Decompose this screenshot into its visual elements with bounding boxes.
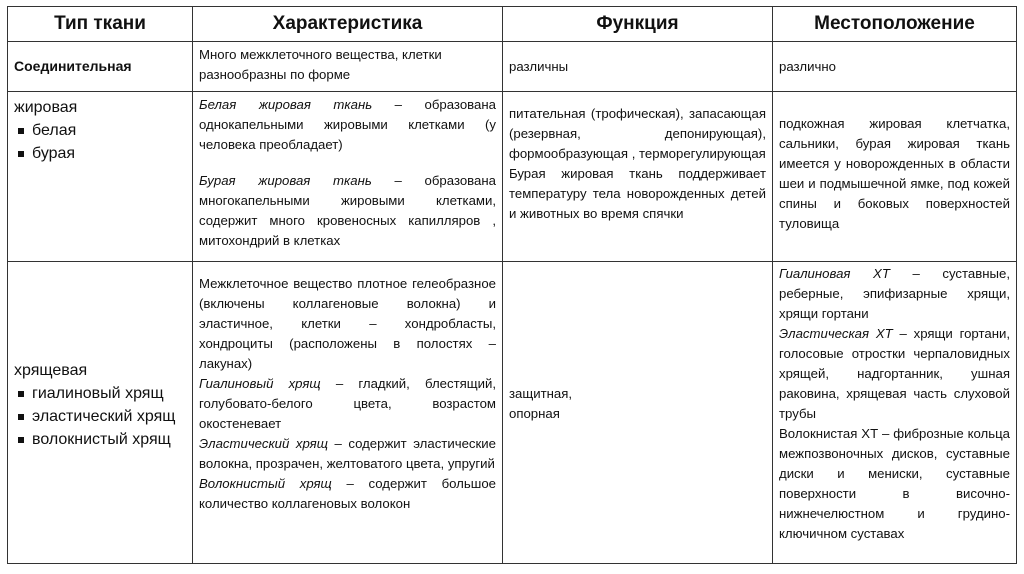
header-location: Местоположение <box>773 7 1017 42</box>
header-characteristic: Характеристика <box>193 7 503 42</box>
cartilage-type: хрящевая <box>14 361 88 379</box>
brown-fat-title: Бурая жировая ткань <box>199 173 372 188</box>
cartilage-characteristic-cell <box>193 262 503 564</box>
header-function: Функция <box>503 7 773 42</box>
cartilage-function-1: защитная, <box>509 386 573 401</box>
cartilage-type-cell <box>8 262 193 564</box>
adipose-type-cell <box>8 92 193 262</box>
adipose-location-cell <box>773 92 1017 262</box>
loc-elastic: Эластическая ХТ – хрящи гортани, голосовые отростки черпаловидных хрящей, надгортанник, ушная раковина, хрящевая часть слуховой трубы <box>779 326 1011 421</box>
adipose-characteristic-cell <box>193 92 503 262</box>
connective-location-cell <box>773 42 1017 92</box>
header-type: Тип ткани <box>8 7 193 42</box>
adipose-function-brown: Бурая жировая ткань поддерживает температуру тела новорожденных детей и животных во время спячки <box>509 166 766 221</box>
list-item: бурая <box>14 142 192 165</box>
cartilage-function-2: опорная <box>509 406 560 421</box>
connective-characteristic: Много межклеточного вещества, клетки разнообразны по форме <box>199 47 442 82</box>
cartilage-location-cell <box>773 262 1017 564</box>
fibrous-title: Волокнистый хрящ <box>199 476 332 491</box>
connective-function: различны <box>509 59 569 74</box>
table-row-cartilage <box>8 262 1017 564</box>
connective-type-cell <box>8 42 193 92</box>
adipose-function-cell <box>503 92 773 262</box>
white-fat-title: Белая жировая ткань <box>199 97 373 112</box>
hyaline-title: Гиалиновый хрящ <box>199 376 321 391</box>
list-item: белая <box>14 119 192 142</box>
connective-location: различно <box>779 59 836 74</box>
connective-characteristic-cell <box>193 42 503 92</box>
cartilage-subtype-list <box>8 382 192 471</box>
list-item: эластический хрящ <box>14 405 192 428</box>
list-item: волокнистый хрящ <box>14 428 192 451</box>
white-fat-description: Белая жировая ткань – образована однокапельными жировыми клетками (у человека преобладает) <box>199 97 496 152</box>
loc-elastic-title: Эластическая ХТ <box>779 326 893 341</box>
connective-function-cell <box>503 42 773 92</box>
table-row-adipose <box>8 92 1017 262</box>
adipose-subtype-list <box>8 119 192 165</box>
header-row <box>8 7 1017 42</box>
elastic-description: Эластический хрящ – содержит эластические волокна, прозрачен, желтоватого цвета, упругий <box>199 436 496 471</box>
brown-fat-description: Бурая жировая ткань – образована многокапельными жировыми клетками, содержит много кровеносных капилляров , митохондрий в клетках <box>199 173 496 248</box>
cartilage-intro: Межклеточное вещество плотное гелеобразное (включены коллагеновые волокна) и эластичное, клетки – хондробласты, хондроциты (расположены в полостях – лакунах) <box>199 276 496 371</box>
cartilage-function-cell <box>503 262 773 564</box>
hyaline-description: Гиалиновый хрящ – гладкий, блестящий, голубовато-белого цвета, возрастом окостеневает <box>199 376 496 431</box>
fibrous-description: Волокнистый хрящ – содержит большое количество коллагеновых волокон <box>199 476 496 511</box>
loc-hyaline: Гиалиновая ХТ – суставные, реберные, эпифизарные хрящи, хрящи гортани <box>779 266 1010 321</box>
adipose-type: жировая <box>14 99 78 116</box>
adipose-function-list: питательная (трофическая), запасающая (резервная, депонирующая), формообразующая , терморегулирующая <box>509 106 766 161</box>
elastic-title: Эластический хрящ <box>199 436 328 451</box>
adipose-location: подкожная жировая клетчатка, сальники, бурая жировая ткань имеется у новорожденных в области шеи и подмышечной ямке, под кожей спины и боковых поверхностей туловища <box>779 116 1010 231</box>
loc-hyaline-title: Гиалиновая ХТ <box>779 266 890 281</box>
table-row-connective <box>8 42 1017 92</box>
list-item: гиалиновый хрящ <box>14 382 192 405</box>
loc-fibrous: Волокнистая ХТ – фиброзные кольца межпозвоночных дисков, суставные диски и мениски, суставные поверхности в височно-нижнечелюстном и грудино-ключичном суставах <box>779 426 1010 541</box>
tissue-table <box>7 6 1017 564</box>
connective-type: Соединительная <box>14 58 132 74</box>
